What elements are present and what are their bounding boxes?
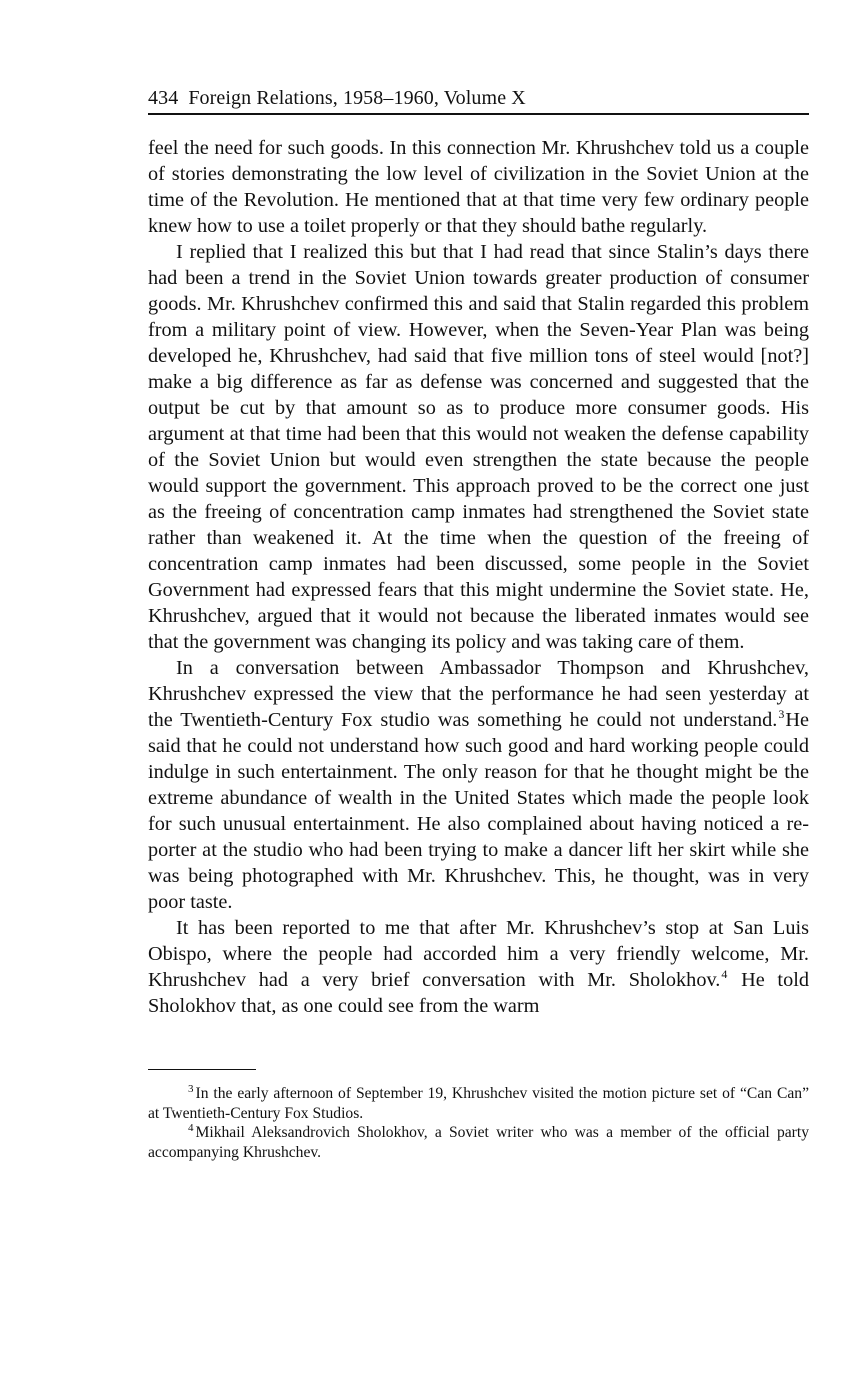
paragraph-4	[148, 915, 809, 1019]
body-text	[148, 135, 809, 1019]
footnote-4	[148, 1123, 809, 1162]
page-number: 434	[148, 87, 179, 109]
volume-title: Foreign Relations, 1958–1960, Volume X	[188, 87, 526, 109]
paragraph-3	[148, 655, 809, 915]
footnotes	[148, 1084, 809, 1162]
footnote-text: In the early afternoon of September 19, Khrushchev visited the motion picture set of “Can Can” at Twentieth-Century Fox Studios.	[148, 1085, 809, 1122]
document-page	[148, 86, 809, 1162]
paragraph-3-text-a: In a conversation between Ambassador Thompson and Khrushchev, Khrushchev expressed the view that the performance he had seen yesterday at the Twentieth-Century Fox studio was something he could not understand.	[148, 657, 809, 731]
paragraph-2: I replied that I realized this but that I had read that since Stalin’s days there had been a trend in the Soviet Union towards greater production of consumer goods. Mr. Khrushchev confirmed this and said that Stalin regarded this problem from a military point of view. However, when the Seven-Year Plan was being developed he, Khrushchev, had said that five million tons of steel would [not?] make a big difference as far as defense was concerned and suggested that the output be cut by that amount so as to produce more consumer goods. His argument at that time had been that this would not weaken the defense capability of the Soviet Union but would even strengthen the state because the people would support the government. This approach proved to be the correct one just as the freeing of concentration camp inmates had strengthened the Soviet state rather than weakened it. At the time when the question of the freeing of concentration camp inmates had been discussed, some people in the Soviet Government had expressed fears that this might undermine the Soviet state. He, Khrushchev, argued that it would not because the liberated inmates would see that the government was changing its policy and was taking care of them.	[148, 241, 809, 653]
paragraph-1: feel the need for such goods. In this connection Mr. Khrushchev told us a couple of stories demonstrating the low level of civilization in the Soviet Union at the time of the Revolution. He mentioned that at that time very few ordinary people knew how to use a toilet properly or that they should bathe regularly.	[148, 137, 809, 237]
footnote-text: Mikhail Aleksandrovich Sholokhov, a Soviet writer who was a member of the official party accompanying Khrushchev.	[148, 1124, 809, 1161]
paragraph-3-text-b: He said that he could not understand how such good and hard working people could indulge in such entertainment. The only reason for that he thought might be the extreme abundance of wealth in the United States which made the people look for such unusual entertainment. He also complained about having noticed a reporter at the studio who had been trying to make a dancer lift her skirt while she was being photographed with Mr. Khrushchev. This, he thought, was in very poor taste.	[148, 709, 809, 913]
paragraph-4-text-a: It has been reported to me that after Mr. Khrushchev’s stop at San Luis Obispo, where the people had accorded him a very friendly welcome, Mr. Khrushchev had a very brief conversation with Mr. Sholokhov.	[148, 917, 809, 991]
running-head	[148, 86, 809, 115]
footnote-divider	[148, 1069, 256, 1070]
paragraph-4-text-b: He told Sholokhov that, as one could see from the warm	[148, 969, 809, 1017]
footnote-3	[148, 1084, 809, 1123]
footnote-number: 4	[188, 1121, 194, 1134]
footnote-number: 3	[188, 1082, 194, 1095]
footnote-ref-4: 4	[721, 967, 728, 982]
footnote-ref-3: 3	[778, 707, 785, 722]
